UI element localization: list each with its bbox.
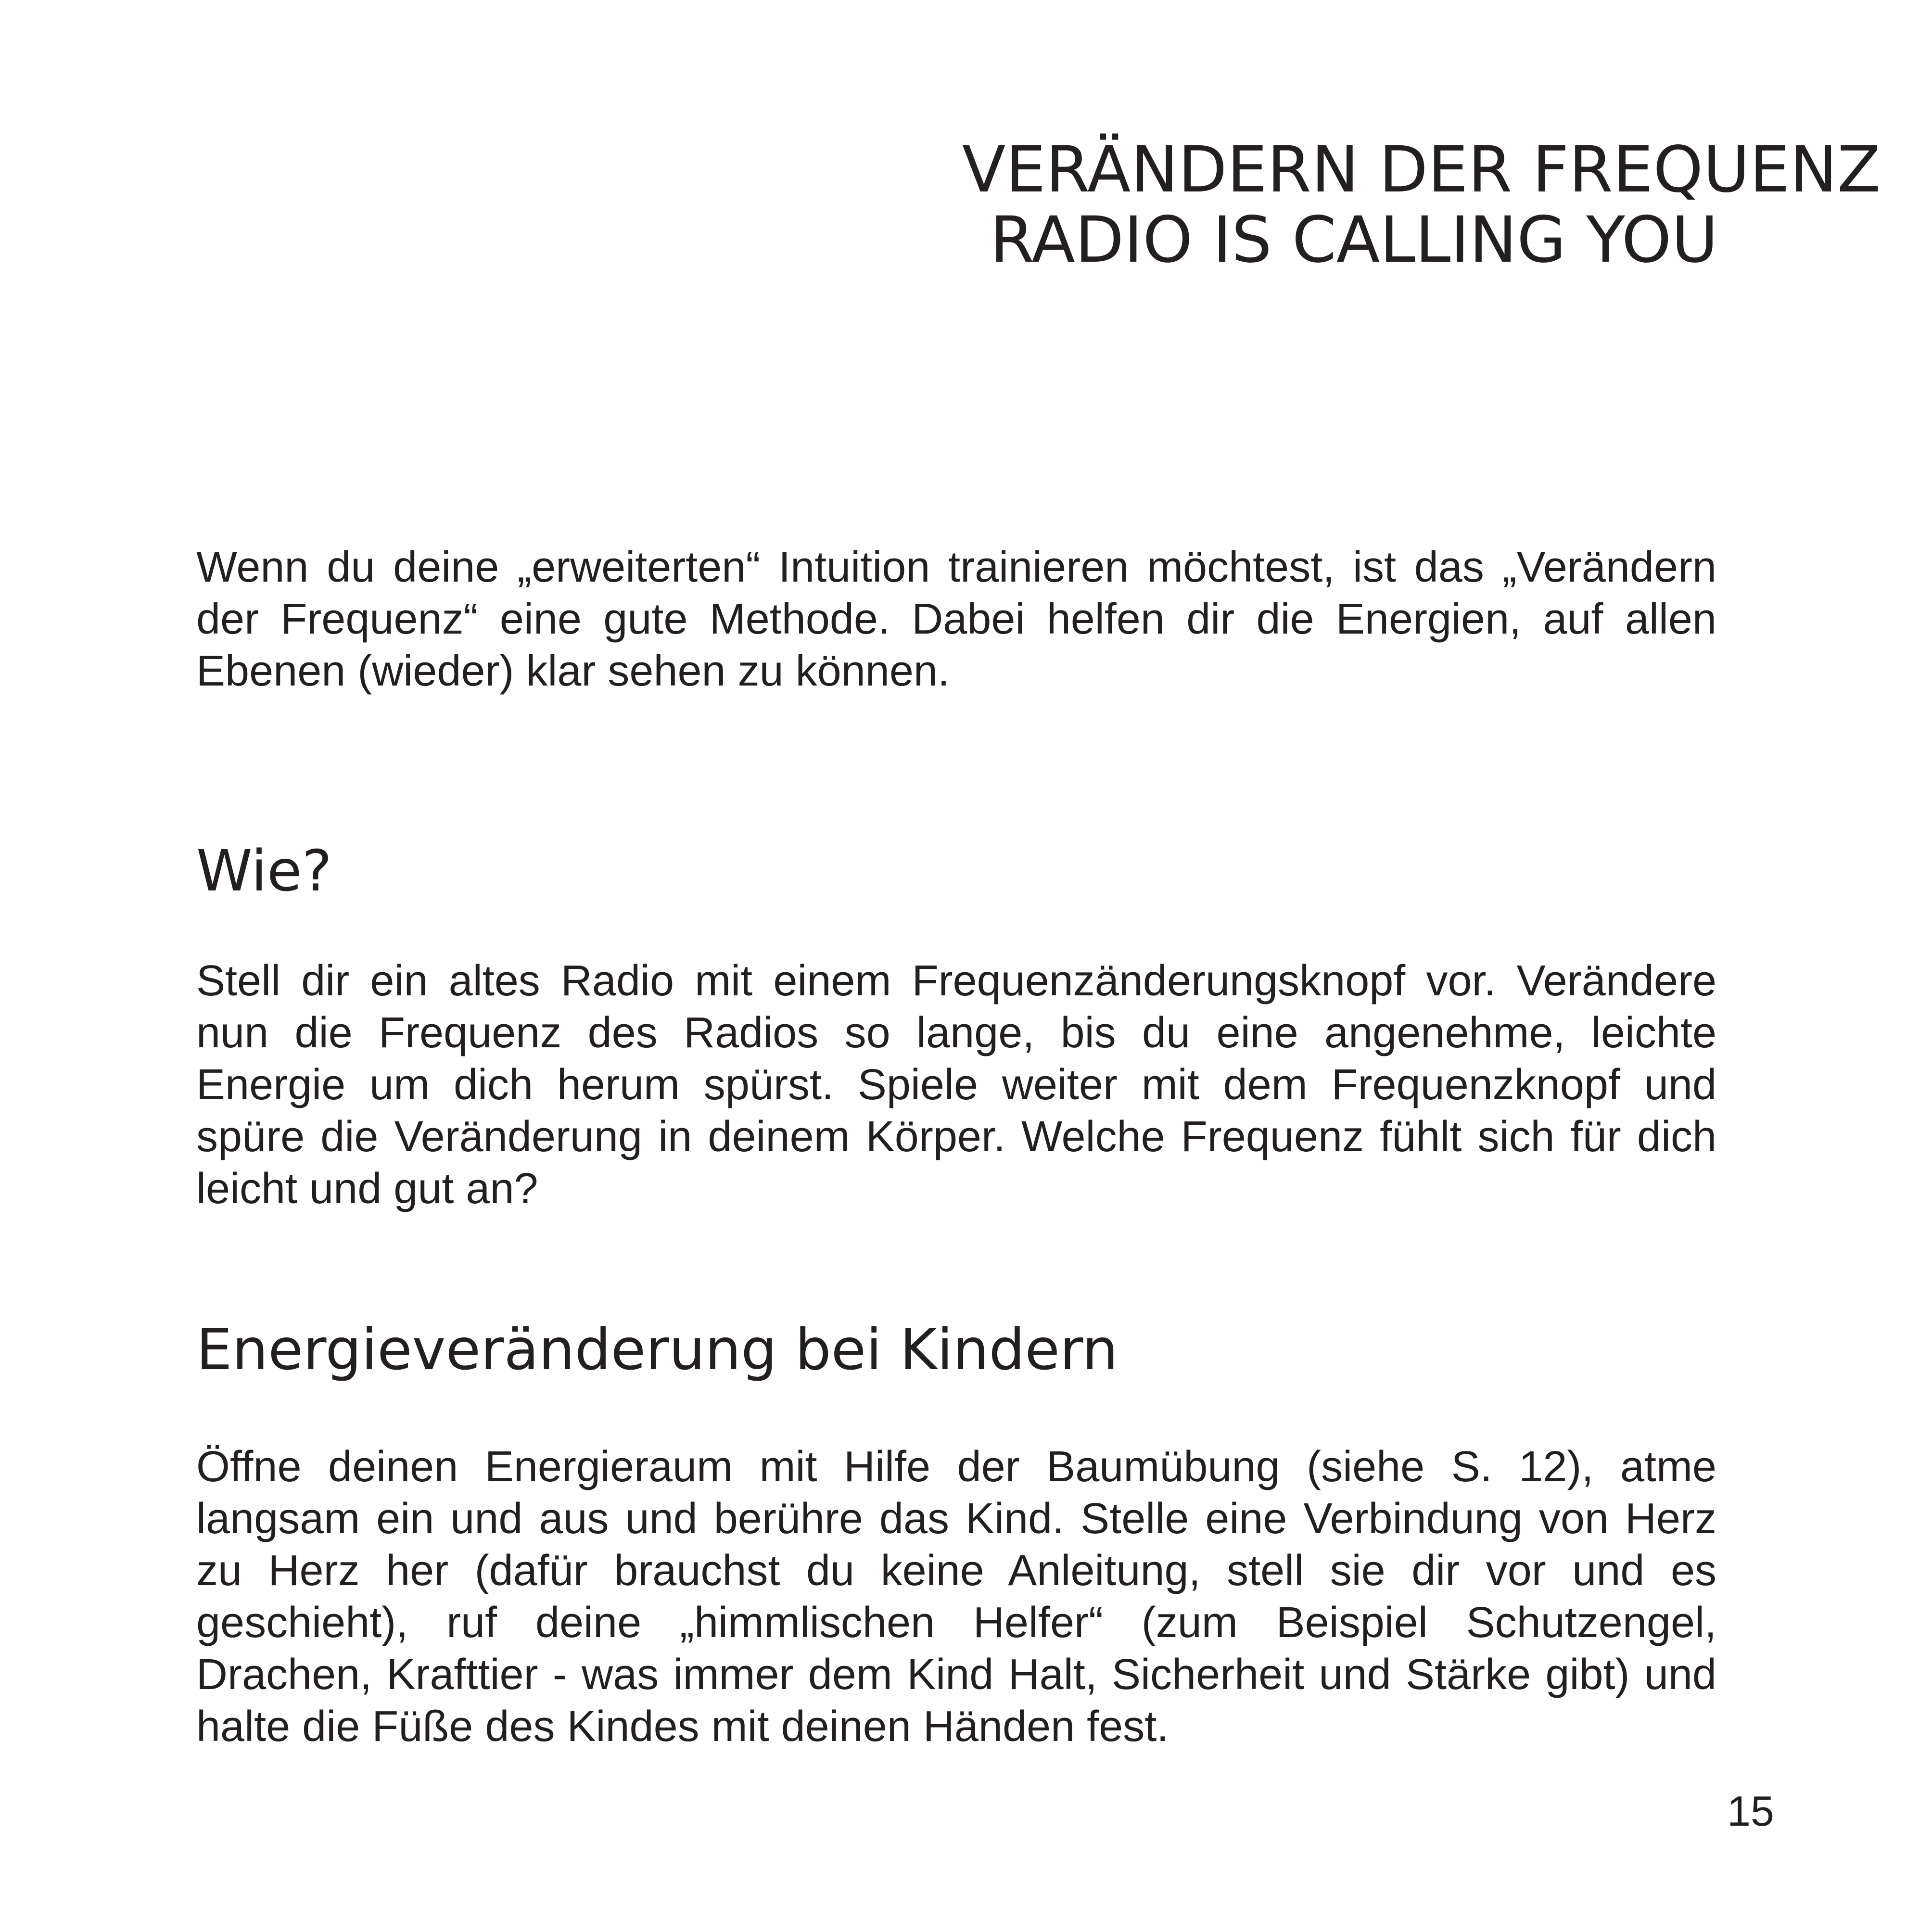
page-number: 15	[1727, 1787, 1774, 1835]
page-title	[962, 133, 1881, 277]
title-line-2: RADIO IS CALLING YOU	[990, 203, 1718, 277]
section-paragraph-kinder: Öffne deinen Energieraum mit Hilfe der Baumübung (siehe S. 12), atme langsam ein und aus und berühre das Kind. Stelle eine Verbindung von Herz zu Herz her (dafür brauchst du keine Anleitung, stell sie dir vor und es geschieht), ruf deine „himmlischen Helfer“ (zum Beispiel Schutzengel, Drachen, Krafttier - was immer dem Kind Halt, Sicherheit und Stärke gibt) und halte die Füße des Kindes mit deinen Händen fest.	[196, 1443, 1716, 1751]
section-paragraph-wie: Stell dir ein altes Radio mit einem Frequenzänderungsknopf vor. Verändere nun die Frequenz des Radios so lange, bis du eine angenehme, leichte Energie um dich herum spürst. Spiele weiter mit dem Frequenzknopf und spüre die Veränderung in deinem Körper. Welche Frequenz fühlt sich für dich leicht und gut an?	[196, 957, 1716, 1213]
title-line-1: VERÄNDERN DER FREQUENZ	[962, 133, 1881, 207]
section-heading-wie: Wie?	[196, 838, 332, 904]
section-heading-kinder: Energieveränderung bei Kindern	[196, 1316, 1119, 1383]
intro-paragraph: Wenn du deine „erweiterten“ Intuition trainieren möchtest, ist das „Verändern der Frequenz“ eine gute Methode. Dabei helfen dir die Energien, auf allen Ebenen (wieder) klar sehen zu können.	[196, 543, 1716, 695]
